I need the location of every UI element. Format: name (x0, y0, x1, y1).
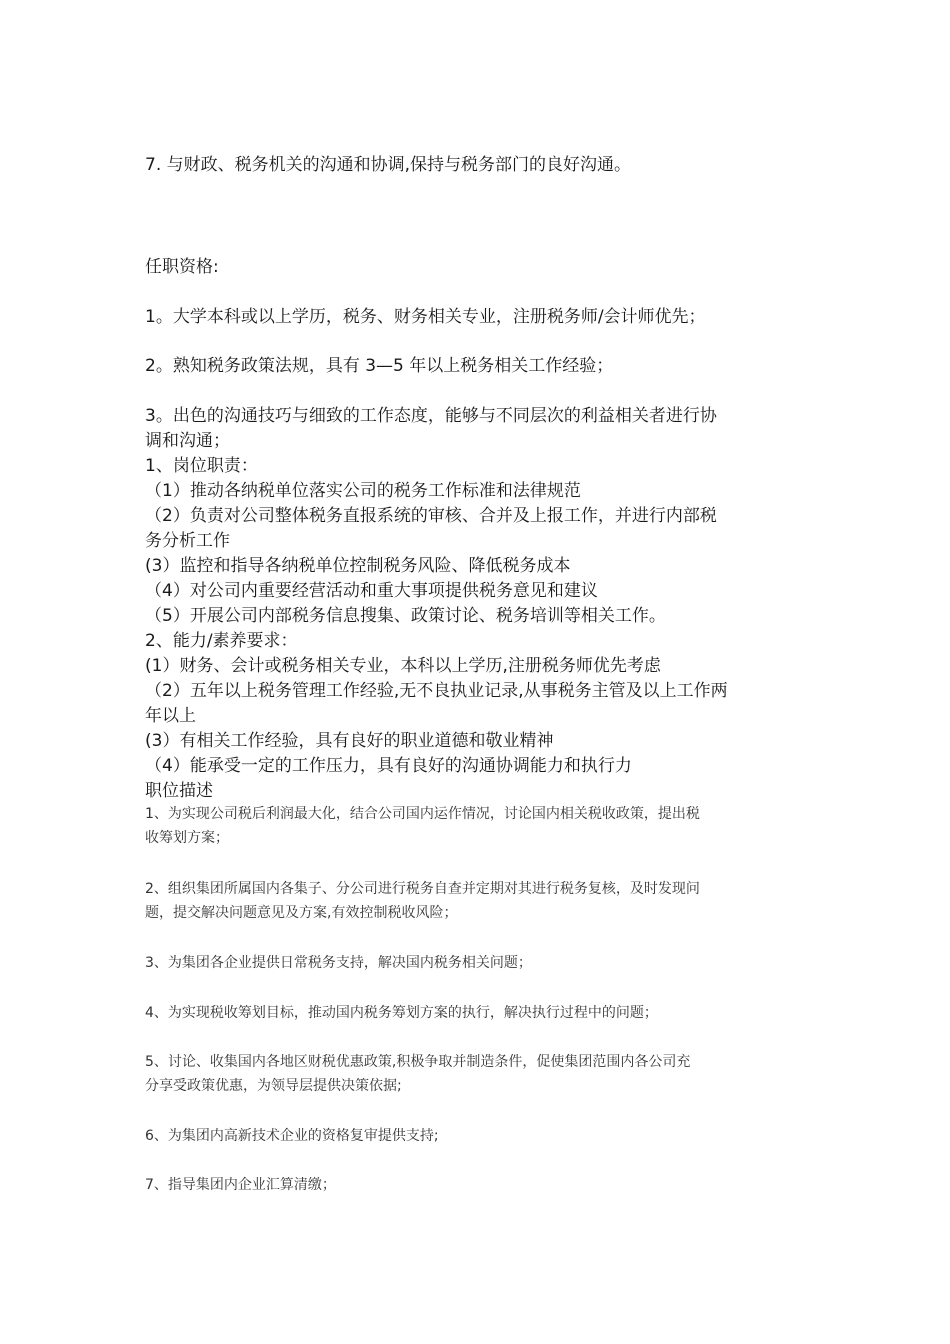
duty-item: （2）负责对公司整体税务直报系统的审核、合并及上报工作，并进行内部税 (145, 506, 717, 526)
description-item: 1、为实现公司税后利润最大化，结合公司国内运作情况，讨论国内相关税收政策，提出税 (145, 806, 700, 822)
qualification-item: 3。出色的沟通技巧与细致的工作态度，能够与不同层次的利益相关者进行协 (145, 406, 717, 426)
ability-item: （2）五年以上税务管理工作经验,无不良执业记录,从事税务主管及以上工作两 (145, 681, 728, 701)
abilities-heading: 2、能力/素养要求： (145, 631, 298, 651)
qualification-item: 2。熟知税务政策法规，具有 3—5 年以上税务相关工作经验； (145, 356, 614, 376)
duty-item: （5）开展公司内部税务信息搜集、政策讨论、税务培训等相关工作。 (145, 606, 666, 626)
description-item: 5、讨论、收集国内各地区财税优惠政策,积极争取并制造条件，促使集团范围内各公司充 (145, 1054, 691, 1070)
intro-line: 7. 与财政、税务机关的沟通和协调,保持与税务部门的良好沟通。 (145, 155, 632, 175)
duty-item: (3）监控和指导各纳税单位控制税务风险、降低税务成本 (145, 556, 571, 576)
qualification-item-continued: 调和沟通； (145, 431, 230, 451)
qualification-item: 1。大学本科或以上学历，税务、财务相关专业，注册税务师/会计师优先； (145, 307, 706, 327)
ability-item-continued: 年以上 (145, 706, 196, 726)
duty-item: （1）推动各纳税单位落实公司的税务工作标准和法律规范 (145, 481, 581, 501)
duties-heading: 1、岗位职责： (145, 456, 258, 476)
description-item-continued: 收筹划方案； (145, 830, 229, 846)
description-item: 6、为集团内高新技术企业的资格复审提供支持; (145, 1128, 439, 1144)
description-item: 7、指导集团内企业汇算清缴； (145, 1177, 336, 1193)
description-item: 2、组织集团所属国内各集子、分公司进行税务自查并定期对其进行税务复核，及时发现问 (145, 881, 700, 897)
description-heading: 职位描述 (145, 781, 213, 801)
description-item-continued: 题，提交解决问题意见及方案,有效控制税收风险； (145, 905, 458, 921)
description-item: 3、为集团各企业提供日常税务支持，解决国内税务相关问题； (145, 955, 532, 971)
duty-item: （4）对公司内重要经营活动和重大事项提供税务意见和建议 (145, 581, 598, 601)
ability-item: （4）能承受一定的工作压力，具有良好的沟通协调能力和执行力 (145, 756, 632, 776)
ability-item: (1）财务、会计或税务相关专业，本科以上学历,注册税务师优先考虑 (145, 656, 661, 676)
description-item-continued: 分享受政策优惠，为领导层提供决策依据; (145, 1078, 402, 1094)
description-item: 4、为实现税收筹划目标，推动国内税务筹划方案的执行，解决执行过程中的问题； (145, 1005, 658, 1021)
qualifications-heading: 任职资格: (145, 257, 219, 277)
duty-item-continued: 务分析工作 (145, 531, 230, 551)
ability-item: (3）有相关工作经验，具有良好的职业道德和敬业精神 (145, 731, 554, 751)
